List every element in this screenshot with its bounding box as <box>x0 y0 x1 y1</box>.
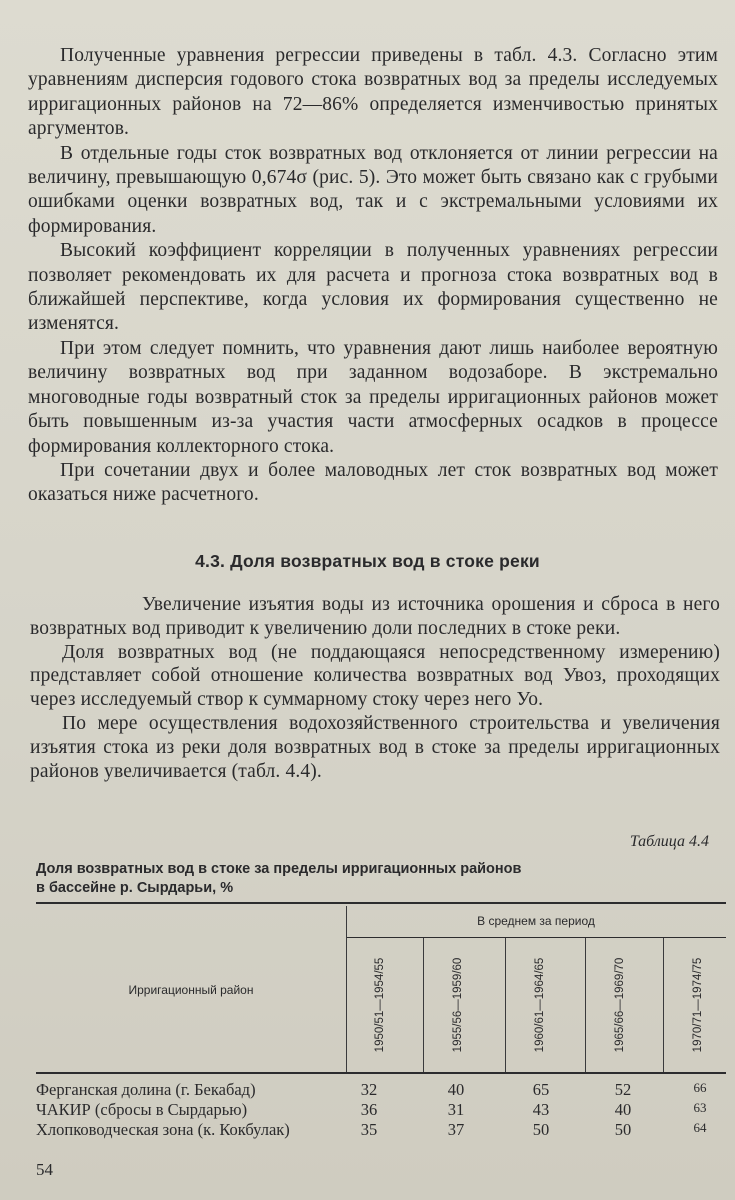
table-row <box>36 1080 726 1100</box>
body-text-top <box>28 44 718 508</box>
paragraph: Доля возвратных вод (не поддающаяся непосредственному измерению) представляет собой отношение количества возвратных вод Увоз, проходящих через исследуемый створ к суммарному стоку через него Уо. <box>30 641 720 711</box>
column-divider <box>585 938 586 1072</box>
section-heading: 4.3. Доля возвратных вод в стоке реки <box>195 551 540 571</box>
period-header: 1965/66—1969/70 <box>614 957 626 1053</box>
period-header: 1960/61—1964/65 <box>534 957 546 1053</box>
table-top-rule <box>36 902 726 904</box>
table-cell: 40 <box>614 1100 632 1119</box>
body-text-bottom <box>30 593 720 783</box>
table-header-bottom-rule <box>36 1072 726 1074</box>
column-divider <box>663 938 664 1072</box>
table-cell: 43 <box>532 1100 550 1119</box>
period-header: 1955/56—1959/60 <box>452 957 464 1053</box>
table-cell: 63 <box>693 1100 707 1115</box>
table-cell: 36 <box>360 1100 378 1119</box>
period-header: 1970/71—1974/75 <box>692 957 704 1053</box>
table-row <box>36 1120 726 1140</box>
paragraph: При сочетании двух и более маловодных лет сток возвратных вод может оказаться ниже расчетного. <box>28 459 718 506</box>
table-cell: 31 <box>447 1100 465 1119</box>
table-title-line: Доля возвратных вод в стоке за пределы ирригационных районов <box>36 861 522 877</box>
table-cell: 66 <box>693 1080 707 1095</box>
table-label: Таблица 4.4 <box>629 833 709 850</box>
table-cell: 50 <box>532 1120 550 1139</box>
table-cell: 37 <box>447 1120 465 1139</box>
table-title-line: в бассейне р. Сырдарьи, % <box>36 880 234 896</box>
table-cell: 40 <box>447 1080 465 1099</box>
period-group-header: В среднем за период <box>477 914 595 928</box>
paragraph: Увеличение изъятия воды из источника орошения и сброса в него возвратных вод приводит к увеличению доли последних в стоке реки. <box>30 594 720 639</box>
column-divider <box>505 938 506 1072</box>
table-cell: 64 <box>693 1120 707 1135</box>
period-group-rule <box>346 937 726 938</box>
table-title <box>36 860 716 898</box>
region-name: Хлопководческая зона (к. Кокбулак) <box>36 1120 290 1139</box>
table-cell: 65 <box>532 1080 550 1099</box>
table-cell: 52 <box>614 1080 632 1099</box>
page-number: 54 <box>36 1160 53 1179</box>
region-column-header: Ирригационный район <box>128 983 254 997</box>
paragraph: По мере осуществления водохозяйственного строительства и увеличения изъятия стока из реки доля возвратных вод в стоке за пределы ирригационных районов увеличивается (табл. 4.4). <box>30 712 720 782</box>
period-header: 1950/51—1954/55 <box>374 957 386 1053</box>
column-divider <box>346 906 347 1072</box>
table-row <box>36 1100 726 1120</box>
table-cell: 50 <box>614 1120 632 1139</box>
paragraph: В отдельные годы сток возвратных вод отклоняется от линии регрессии на величину, превышающую 0,674σ (рис. 5). Это может быть связано как с грубыми ошибками оценки возвратных вод, так и с экстремальными условиями их формирования. <box>28 142 718 237</box>
column-divider <box>423 938 424 1072</box>
table-cell: 32 <box>360 1080 378 1099</box>
paragraph: Высокий коэффициент корреляции в полученных уравнениях регрессии позволяет рекомендовать их для расчета и прогноза стока возвратных вод в ближайшей перспективе, когда условия их формирования существенно не изменятся. <box>28 240 718 335</box>
paragraph: Полученные уравнения регрессии приведены в табл. 4.3. Согласно этим уравнениям дисперсия годового стока возвратных вод за пределы исследуемых ирригационных районов на 72—86% определяется изменчивостью принятых аргументов. <box>28 45 718 140</box>
region-name: ЧАКИР (сбросы в Сырдарью) <box>36 1100 248 1119</box>
paragraph: При этом следует помнить, что уравнения дают лишь наиболее вероятную величину возвратных вод при заданном водозаборе. В экстремально многоводные годы возвратный сток за пределы ирригационных районов может быть повышенным из-за участия части атмосферных осадков в процессе формирования коллекторного стока. <box>28 337 718 457</box>
region-name: Ферганская долина (г. Бекабад) <box>36 1080 256 1099</box>
table-cell: 35 <box>360 1120 378 1139</box>
